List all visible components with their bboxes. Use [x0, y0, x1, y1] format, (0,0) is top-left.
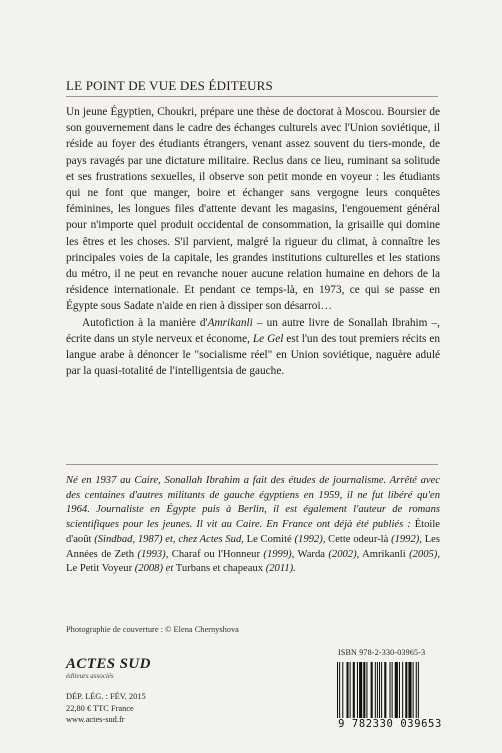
- barcode-bar: [342, 662, 343, 718]
- isbn: ISBN 978-2-330-03965-3: [338, 648, 426, 657]
- barcode-bar: [405, 662, 407, 718]
- barcode-bar: [392, 662, 393, 718]
- barcode-bar: [375, 662, 376, 718]
- bio-divider: [66, 464, 438, 465]
- barcode-bar: [366, 662, 367, 718]
- synopsis-paragraph-1: Un jeune Égyptien, Choukri, prépare une thèse de doctorat à Moscou. Boursier de son gouvernement dans le cadre des échanges culturels avec l'Union soviétique, il réside au foyer des étudiants étrangers, venant assez souvent du tiers-monde, de pays ravagés par une dictature militaire. Reclus dans ce lieu, ruminant sa solitude et ses frustrations sexuelles, il observe son petit monde en voyeur : les étudiants qui ne font que manger, boire et échanger sans vergogne leurs conquêtes féminines, les longues files d'attente devant les magasins, l'engouement général pour n'importe quel produit occidental de consommation, la grisaille qui domine les êtres et les choses. S'il parvient, malgré la rigueur du climat, à connaître les principales voies de la capitale, les grandes institutions culturelles et les stations du métro, il ne peut en revanche nouer aucune relation humaine en dehors de la résidence internationale. Et pendant ce temps-là, en 1973, ce qui se passe en Égypte sous Sadate n'aide en rien à dissiper son désarroi…: [66, 106, 440, 313]
- barcode-bar: [384, 662, 386, 718]
- barcode-bar: [408, 662, 411, 718]
- barcode-bar: [353, 662, 355, 718]
- barcode-bars: [335, 662, 445, 718]
- barcode: [335, 662, 445, 732]
- barcode-bar: [371, 662, 373, 718]
- section-heading: LE POINT DE VUE DES ÉDITEURS: [66, 78, 273, 93]
- author-bio: [66, 474, 440, 577]
- barcode-bar: [377, 662, 378, 718]
- price: 22,80 € TTC France: [66, 703, 134, 713]
- barcode-bar: [413, 662, 414, 718]
- publisher-logo: [66, 656, 151, 680]
- barcode-bar: [350, 662, 351, 718]
- barcode-bar: [357, 662, 358, 718]
- synopsis: [66, 104, 440, 379]
- barcode-bar: [359, 662, 362, 718]
- publisher-name: ACTES SUD: [66, 656, 151, 672]
- barcode-bar: [379, 662, 380, 718]
- publisher-subtitle: éditeurs associés: [66, 672, 114, 680]
- website: www.actes-sud.fr: [66, 715, 125, 724]
- barcode-bar: [339, 662, 340, 718]
- heading-divider: [66, 96, 438, 97]
- author-bio-text: Né en 1937 au Caire, Sonallah Ibrahim a fait des études de journalisme. Arrêté avec des centaines d'autres militants de gauche égyptiens en 1959, il ne fut libéré qu'en 1964. Journaliste en Égypte puis à Berlin, il est également l'auteur de romans scientifiques pour les jeunes. Il vit au Caire. En France ont déjà été publiés : Étoile d'août (Sindbad, 1987) et, chez Actes Sud, Le Comité (1992), Cette odeur-là (1992), Les Années de Zeth (1993), Charaf ou l'Honneur (1999), Warda (2002), Amrikanli (2005), Le Petit Voyeur (2008) et Turbans et chapeaux (2011).: [66, 475, 441, 575]
- barcode-digits: 9 782330 039653: [338, 718, 442, 730]
- photo-credit: Photographie de couverture : © Elena Chernyshova: [66, 625, 239, 634]
- barcode-bar: [346, 662, 348, 718]
- barcode-bar: [381, 662, 382, 718]
- barcode-bar: [402, 662, 403, 718]
- legal-deposit: DÉP. LÉG. : FÉV. 2015: [66, 692, 146, 701]
- barcode-bar: [395, 662, 398, 718]
- barcode-bar: [418, 662, 419, 718]
- legal-info: [66, 691, 146, 726]
- barcode-bar: [390, 662, 391, 718]
- barcode-bar: [416, 662, 417, 718]
- synopsis-paragraph-2: Autofiction à la manière d'Amrikanli – un autre livre de Sonallah Ibrahim –, écrite dans un style nerveux et économe, Le Gel est l'un des tout premiers récits en langue arabe à dénoncer le "socialisme réel" en Union soviétique, naguère adulé par la quasi-totalité de l'intelligentsia de gauche.: [66, 316, 441, 378]
- title-amrikanli: Amrikanli: [207, 316, 253, 329]
- barcode-bar: [399, 662, 400, 718]
- title-le-gel: Le Gel: [252, 332, 284, 345]
- barcode-bar: [337, 662, 338, 718]
- barcode-bar: [363, 662, 365, 718]
